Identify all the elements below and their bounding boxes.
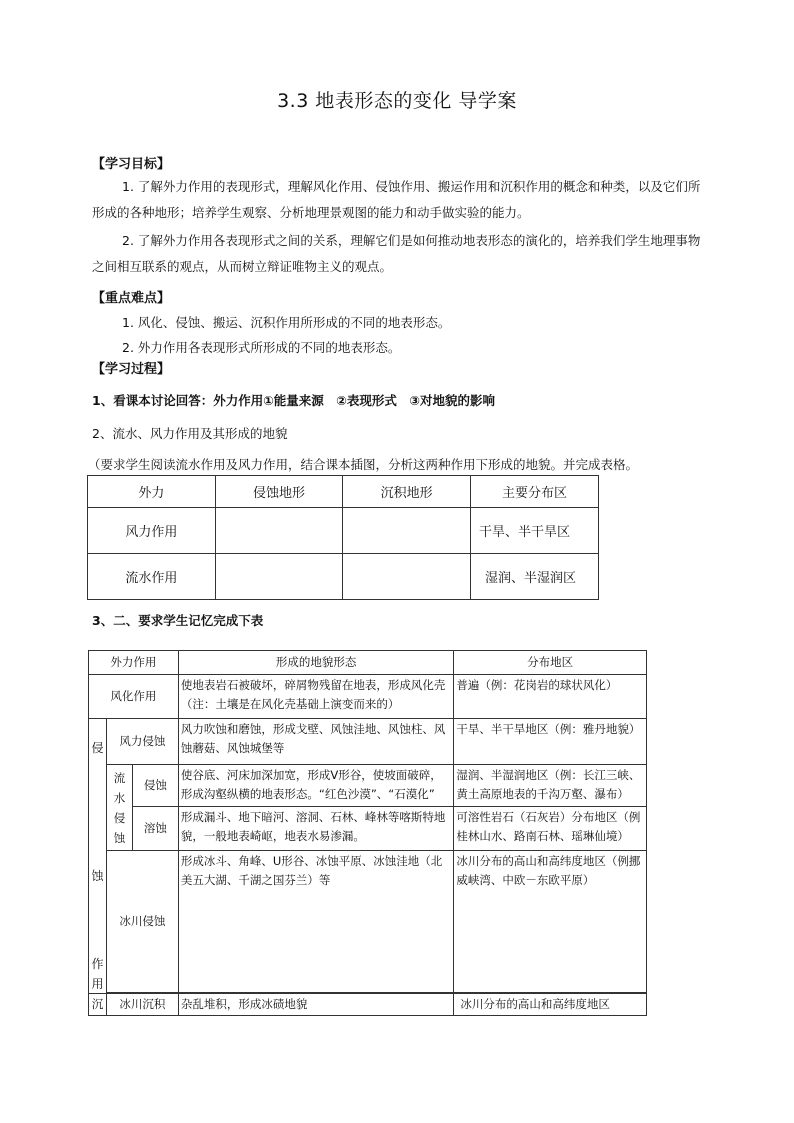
water-vertical-label: 流 水 侵 蚀 [106,765,132,851]
cell-area: 干旱、半干旱区 [471,508,599,554]
glacier-landform: 形成冰斗、角峰、U形谷、冰蚀平原、冰蚀洼地（北美五大湖、千湖之国芬兰）等 [178,851,453,993]
key-2: 2. 外力作用各表现形式所形成的不同的地表形态。 [122,340,401,355]
wind-label: 风力侵蚀 [106,719,178,765]
header-force: 外力 [88,476,216,508]
cell-deposition-input[interactable] [343,508,471,554]
table-row [89,994,647,1016]
goal-2: 2. 了解外力作用各表现形式之间的关系，理解它们是如何推动地表形态的演化的，培养我们学生地理事物之间相互联系的观点，从而树立辩证唯物主义的观点。 [92,233,701,274]
header-landform: 形成的地貌形态 [178,651,453,675]
glacier-label: 冰川侵蚀 [106,851,178,993]
weathering-landform: 使地表岩石被破坏，碎屑物残留在地表，形成风化壳（注：土壤是在风化壳基础上演变而来的） [178,675,453,719]
weathering-label: 风化作用 [89,675,179,719]
table-row [88,508,599,554]
dissolution-landform: 形成漏斗、地下暗河、溶洞、石林、峰林等喀斯特地貌，一般地表崎岖，地表水易渗漏。 [178,807,453,851]
deposition-vertical-label: 沉 [89,994,107,1016]
glacier-deposit-area: 冰川分布的高山和高纬度地区 [454,994,647,1016]
key-heading: 【重点难点】 [92,291,171,306]
landform-table [87,475,599,600]
key-1: 1. 风化、侵蚀、搬运、沉积作用所形成的不同的地表形态。 [122,315,451,330]
cell-area: 湿润、半湿润区 [471,554,599,600]
erosion-vertical-label: 侵 蚀 作 用 [89,719,107,994]
step-1: 1、看课本讨论回答：外力作用①能量来源 ②表现形式 ③对地貌的影响 [92,393,495,408]
wind-landform: 风力吹蚀和磨蚀，形成戈壁、风蚀洼地、风蚀柱、风蚀蘑菇、风蚀城堡等 [178,719,453,765]
table-row [89,851,647,993]
step-3: 3、二、要求学生记忆完成下表 [92,613,264,628]
process-heading: 【学习过程】 [92,362,171,377]
water-erosion-area: 湿润、半湿润地区（例：长江三峡、黄土高原地表的千沟万壑、瀑布） [454,765,647,807]
cell-force: 风力作用 [88,508,216,554]
cell-force: 流水作用 [88,554,216,600]
cell-erosion-input[interactable] [215,554,343,600]
glacier-deposit-label: 冰川沉积 [106,994,178,1016]
table-header-row [88,476,599,508]
step-2: 2、流水、风力作用及其形成的地貌 [92,426,288,441]
page-title: 3.3 地表形态的变化 导学案 [277,90,517,112]
wind-area: 干旱、半干旱地区（例：雅丹地貌） [454,719,647,765]
weathering-area: 普遍（例：花岗岩的球状风化） [454,675,647,719]
external-force-table [88,650,647,1016]
table-row [88,554,599,600]
header-force: 外力作用 [89,651,179,675]
goal-1: 1. 了解外力作用的表现形式，理解风化作用、侵蚀作用、搬运作用和沉积作用的概念和种类，以及它们所形成的各种地形；培养学生观察、分析地理景观图的能力和动手做实验的能力。 [92,179,701,220]
header-deposition: 沉积地形 [343,476,471,508]
glacier-area: 冰川分布的高山和高纬度地区（例挪威峡湾、中欧－东欧平原） [454,851,647,993]
table-row [89,765,647,807]
dissolution-area: 可溶性岩石（石灰岩）分布地区（例桂林山水、路南石林、瑶琳仙境） [454,807,647,851]
header-erosion: 侵蚀地形 [215,476,343,508]
cell-deposition-input[interactable] [343,554,471,600]
cell-erosion-input[interactable] [215,508,343,554]
table-row [89,807,647,851]
goals-heading: 【学习目标】 [92,157,171,172]
water-erosion-landform: 使谷底、河床加深加宽，形成V形谷，使坡面破碎，形成沟壑纵横的地表形态。“红色沙漠”、“石漠化” [178,765,453,807]
glacier-deposit-landform: 杂乱堆积，形成冰碛地貌 [178,994,453,1016]
table-row [89,719,647,765]
table-header-row [89,651,647,675]
header-area: 分布地区 [454,651,647,675]
dissolution-label: 溶蚀 [132,807,178,851]
table-row [89,675,647,719]
header-area: 主要分布区 [471,476,599,508]
step-2-note: （要求学生阅读流水作用及风力作用，结合课本插图，分析这两种作用下形成的地貌。并完成表格。 [88,457,639,472]
water-erosion-label: 侵蚀 [132,765,178,807]
